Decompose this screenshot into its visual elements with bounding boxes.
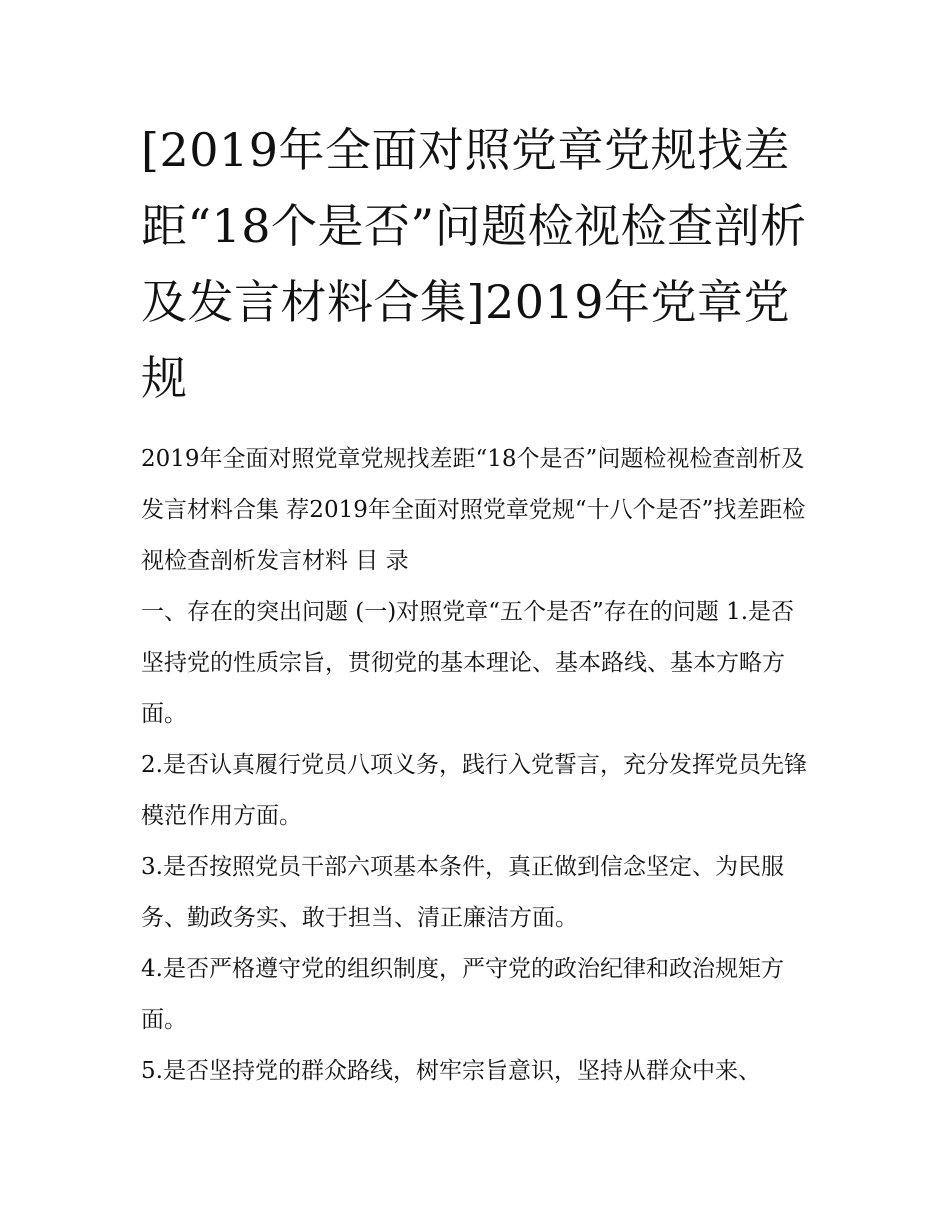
document-title-text: [2019年全面对照党章党规找差距“18个是否”问题检视检查剖析及发言材料合集]2019年党章党规 (141, 123, 807, 405)
document-title (141, 112, 813, 416)
paragraph-intro: 2019年全面对照党章党规找差距“18个是否”问题检视检查剖析及发言材料合集 荐2019年全面对照党章党规“十八个是否”找差距检视检查剖析发言材料 目 录 (141, 446, 806, 574)
paragraph-item-4: 4.是否严格遵守党的组织制度，严守党的政治纪律和政治规矩方面。 (141, 956, 784, 1033)
paragraph-item-3: 3.是否按照党员干部六项基本条件，真正做到信念坚定、为民服务、勤政务实、敢于担当、清正廉洁方面。 (141, 854, 784, 931)
document-page (141, 112, 813, 1097)
paragraph-item-5: 5.是否坚持党的群众路线，树牢宗旨意识，坚持从群众中来、 (141, 1058, 761, 1084)
paragraph-section-one: 一、存在的突出问题 (一)对照党章“五个是否”存在的问题 1.是否坚持党的性质宗旨，贯彻党的基本理论、基本路线、基本方略方面。 (141, 599, 795, 727)
paragraph-item-2: 2.是否认真履行党员八项义务，践行入党誓言，充分发挥党员先锋模范作用方面。 (141, 752, 807, 829)
